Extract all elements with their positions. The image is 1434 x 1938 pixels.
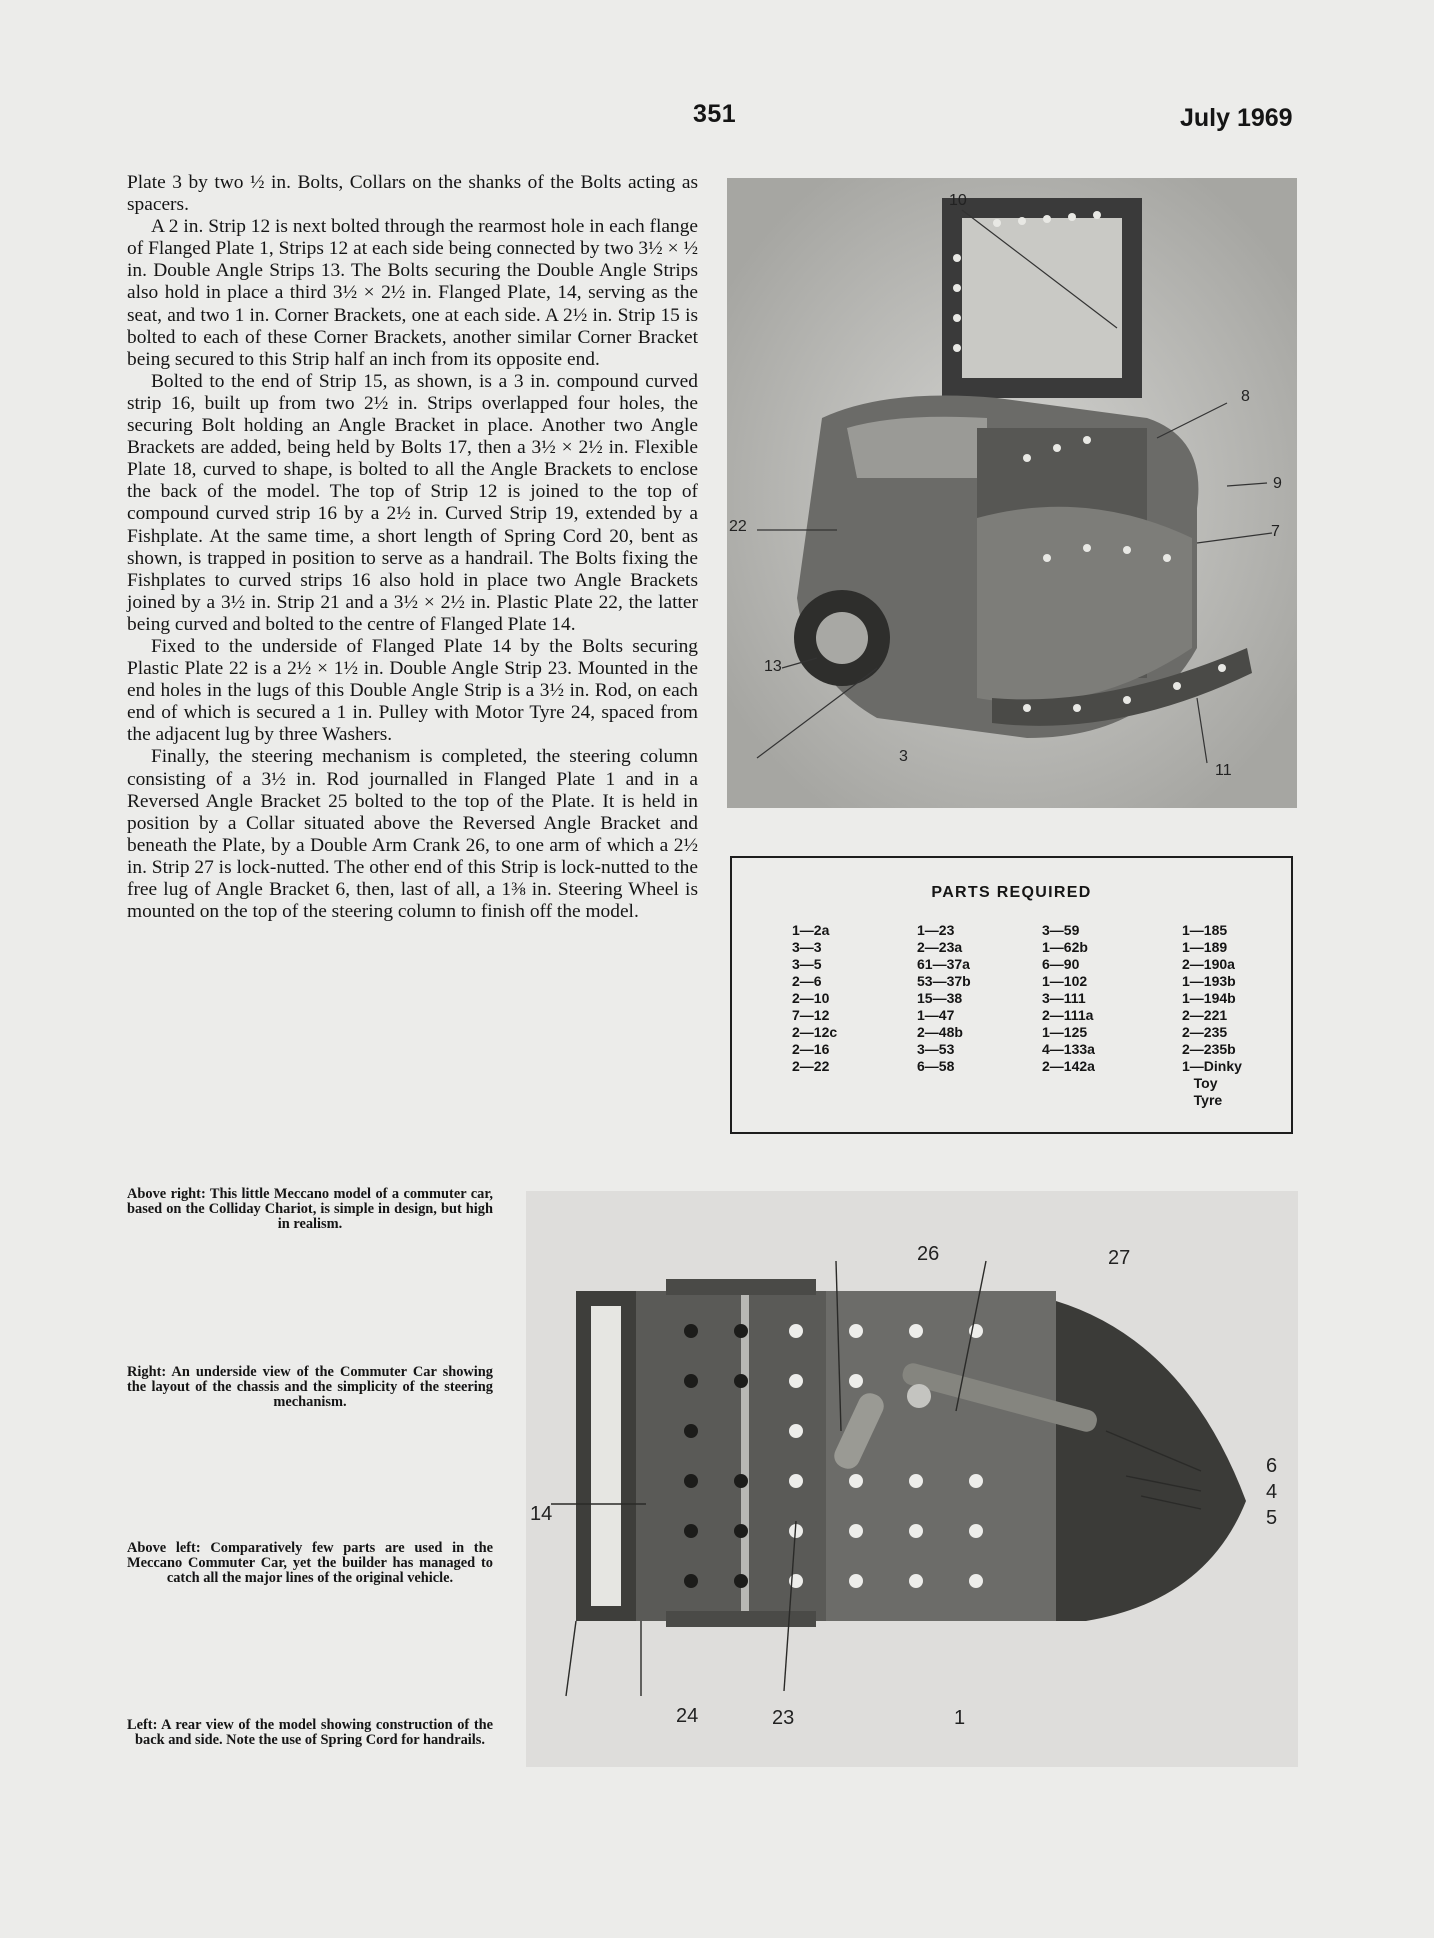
part-entry: 1—23 [917,922,955,938]
callout-label: 4 [1266,1481,1278,1503]
callout-label: 7 [1271,523,1280,540]
part-entry: 53—37b [917,973,971,989]
caption-right: Right: An underside view of the Commuter Car showing the layout of the chassis and the simplicity of the steering mechanism. [127,1364,493,1410]
callout-label: 23 [772,1707,795,1729]
part-entry: 61—37a [917,956,970,972]
issue-date: July 1969 [1180,104,1293,132]
part-entry: 2—221 [1182,1007,1228,1023]
paragraph: Fixed to the underside of Flanged Plate 14 by the Bolts securing Plastic Plate 22 is a 2½ × 1½ in. Double Angle Strip 23. Mounted in the end holes in the lugs of this Double Angle Strip is a 3½ in. Rod, on each end of which is secured a 1 in. Pulley with Motor Tyre 24, spaced from the adjacent lug by three Washers. [127,635,698,746]
page-number: 351 [693,100,737,128]
part-entry: 2—142a [1042,1058,1095,1074]
caption-left: Left: A rear view of the model showing construction of the back and side. Note the use of Spring Cord for handrails. [127,1717,493,1748]
callout-label: 8 [1241,388,1250,405]
callout-label: 22 [729,518,747,535]
part-entry: 2—235b [1182,1041,1236,1057]
part-entry: 15—38 [917,990,963,1006]
part-entry: 1—47 [917,1007,955,1023]
article-body [127,172,698,923]
part-entry: 1—185 [1182,922,1228,938]
part-entry: 1—194b [1182,990,1236,1006]
part-entry: 3—111 [1042,990,1086,1006]
part-entry: 3—59 [1042,922,1080,938]
parts-column-3 [1042,922,1095,1075]
part-entry: 7—12 [792,1007,830,1023]
part-entry: 2—12c [792,1024,838,1040]
part-entry: 1—193b [1182,973,1236,989]
callout-label: 11 [1215,762,1232,779]
part-entry: 1—125 [1042,1024,1088,1040]
paragraph: Plate 3 by two ½ in. Bolts, Collars on the shanks of the Bolts acting as spacers. [127,172,698,216]
parts-column-1 [792,922,837,1075]
callout-label: 27 [1108,1247,1131,1269]
part-entry: 4—133a [1042,1041,1095,1057]
part-entry: 2—48b [917,1024,963,1040]
part-entry: 1—102 [1042,973,1088,989]
callout-label: 3 [899,748,908,765]
part-entry: 1—189 [1182,939,1228,955]
callout-label: 14 [530,1503,553,1525]
part-entry: 3—5 [792,956,822,972]
part-entry: 2—235 [1182,1024,1228,1040]
part-entry: 3—53 [917,1041,955,1057]
part-entry: 6—90 [1042,956,1080,972]
callout-label: 6 [1266,1455,1278,1477]
part-entry: 2—22 [792,1058,830,1074]
part-entry: 2—111a [1042,1007,1094,1023]
part-entry: 2—23a [917,939,963,955]
part-entry: Toy [1182,1075,1218,1091]
part-entry: Tyre [1182,1092,1223,1108]
callout-label: 1 [954,1707,966,1729]
parts-required-box [730,856,1293,1134]
callout-label: 5 [1266,1507,1278,1529]
callout-label: 13 [764,658,782,675]
paragraph: Bolted to the end of Strip 15, as shown, is a 3 in. compound curved strip 16, built up from two 2½ in. Strips overlapped four holes, the securing Bolt holding an Angle Bracket in place. Another two Angle Brackets are added, being held by Bolts 17, then a 3½ × 2½ in. Flexible Plate 18, curved to shape, is bolted to all the Angle Brackets to enclose the back of the model. The top of Strip 12 is joined to the top of compound curved strip 16 by a 2½ in. Curved Strip 19, extended by a Fishplate. At the same time, a short length of Spring Cord 20, bent as shown, is trapped in position to serve as a handrail. The Bolts fixing the Fishplates to curved strips 16 also hold in place two Angle Brackets joined by a 3½ in. Strip 21 and a 3½ × 2½ in. Plastic Plate 22, the latter being curved and bolted to the centre of Flanged Plate 14. [127,370,698,635]
part-entry: 6—58 [917,1058,955,1074]
part-entry: 2—10 [792,990,830,1006]
part-entry: 1—Dinky [1182,1058,1242,1074]
paragraph: A 2 in. Strip 12 is next bolted through the rearmost hole in each flange of Flanged Plate 1, Strips 12 at each side being connected by two 3½ × ½ in. Double Angle Strips 13. The Bolts securing the Double Angle Strips also hold in place a third 3½ × 2½ in. Flanged Plate, 14, serving as the seat, and two 1 in. Corner Brackets, one at each side. A 2½ in. Strip 15 is bolted to each of these Corner Brackets, another similar Corner Bracket being secured to this Strip half an inch from its opposite end. [127,216,698,370]
caption-above-left: Above left: Comparatively few parts are used in the Meccano Commuter Car, yet the builder has managed to catch all the major lines of the original vehicle. [127,1540,493,1586]
part-entry: 2—16 [792,1041,830,1057]
parts-title: PARTS REQUIRED [931,884,1092,901]
paragraph: Finally, the steering mechanism is completed, the steering column consisting of a 3½ in. Rod journalled in Flanged Plate 1 and in a Reversed Angle Bracket 25 bolted to the top of the Plate. It is held in position by a Collar situated above the Reversed Angle Bracket and beneath the Plate, by a Double Arm Crank 26, to one arm of which a 2½ in. Strip 27 is lock-nutted. The other end of this Strip is lock-nutted to the free lug of Angle Bracket 6, then, last of all, a 1⅜ in. Steering Wheel is mounted on the top of the steering column to finish off the model. [127,746,698,923]
part-entry: 1—2a [792,922,830,938]
parts-column-4 [1182,922,1242,1109]
part-entry: 2—190a [1182,956,1235,972]
parts-column-2 [917,922,971,1075]
callout-label: 9 [1273,475,1282,492]
caption-above-right: Above right: This little Meccano model of a commuter car, based on the Colliday Chariot, is simple in design, but high in realism. [127,1186,493,1232]
part-entry: 3—3 [792,939,822,955]
part-entry: 2—6 [792,973,822,989]
photo-underside-view [526,1191,1298,1767]
callout-label: 10 [949,192,967,209]
photo-rear-view [727,178,1297,808]
callout-label: 26 [917,1243,940,1265]
callout-label: 24 [676,1705,699,1727]
part-entry: 1—62b [1042,939,1088,955]
